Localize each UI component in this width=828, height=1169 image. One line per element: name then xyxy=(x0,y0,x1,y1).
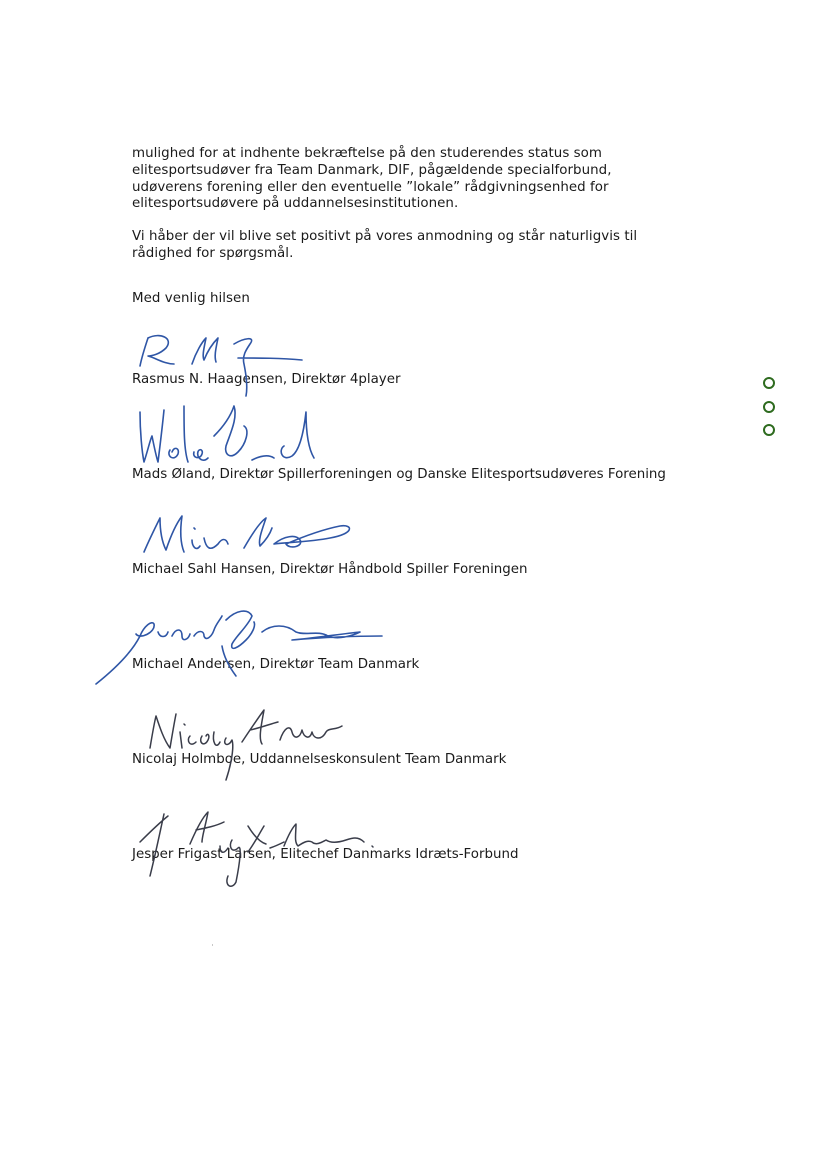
margin-bullet-list xyxy=(763,377,777,448)
signatory-name-6: Jesper Frigast Larsen, Elitechef Danmarks Idræts-Forbund xyxy=(132,847,519,862)
circle-bullet-icon xyxy=(763,401,775,413)
signature-5-icon xyxy=(146,702,356,787)
circle-bullet-icon xyxy=(763,424,775,436)
body-paragraph-1: mulighed for at indhente bekræftelse på den studerendes status som elitesportsudøver fra Team Danmark, DIF, pågældende specialforbund, udøverens forening eller den eventuelle ”lokale” rådgivningsenhed for elitesportsudøvere på uddannelsesinstitutionen. xyxy=(132,146,612,212)
signatory-name-1: Rasmus N. Haagensen, Direktør 4player xyxy=(132,372,401,387)
signatory-name-4: Michael Andersen, Direktør Team Danmark xyxy=(132,657,420,672)
signature-4-icon xyxy=(96,606,386,691)
body-paragraph-2: Vi håber der vil blive set positivt på vores anmodning og står naturligvis til rådighed for spørgsmål. xyxy=(132,229,638,261)
scan-artifact xyxy=(212,944,213,946)
signatory-name-2: Mads Øland, Direktør Spillerforeningen og Danske Elitesportsudøveres Forening xyxy=(132,467,666,482)
signature-3-icon xyxy=(140,508,360,563)
signatory-name-3: Michael Sahl Hansen, Direktør Håndbold Spiller Foreningen xyxy=(132,562,528,577)
signatory-name-5: Nicolaj Holmboe, Uddannelseskonsulent Team Danmark xyxy=(132,752,507,767)
signature-1-icon xyxy=(130,330,310,400)
closing-greeting: Med venlig hilsen xyxy=(132,291,250,306)
circle-bullet-icon xyxy=(763,377,775,389)
